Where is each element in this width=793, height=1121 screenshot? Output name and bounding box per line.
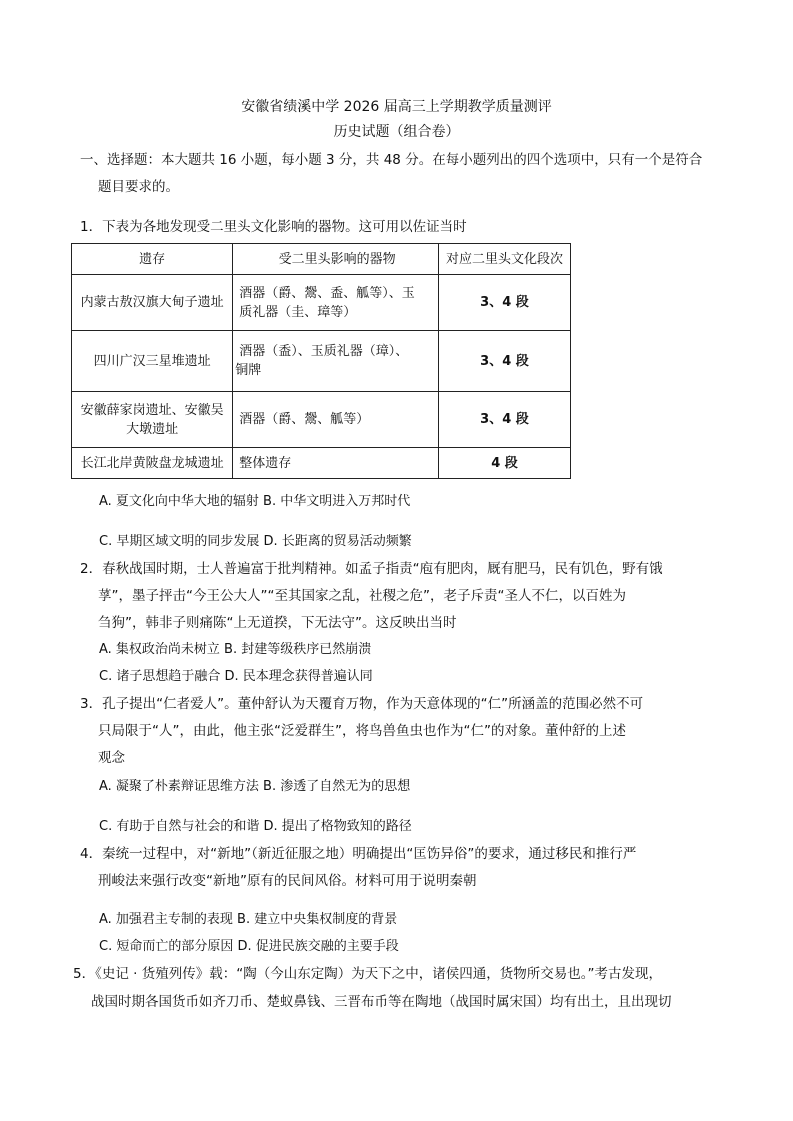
q2-stem-line2: 莩”，墨子抨击“今王公大人”“至其国家之乱，社稷之危”，老子斥责“圣人不仁，以百姓为 <box>98 588 626 604</box>
table-cell-items-line: 质礼器（圭、璋等） <box>239 304 357 320</box>
q1-options-ab: A. 夏文化向中华大地的辐射 B. 中华文明进入万邦时代 <box>99 494 411 509</box>
exam-title: 安徽省绩溪中学 2026 届高三上学期教学质量测评 <box>241 99 552 115</box>
table-cell-site: 长江北岸黄陂盘龙城遗址 <box>72 448 233 479</box>
table-row <box>72 448 571 479</box>
table-cell-stage: 3、4 段 <box>438 275 570 331</box>
table-cell-site-line: 大墩遗址 <box>126 421 179 437</box>
q1-stem: 1．下表为各地发现受二里头文化影响的器物。这可用以佐证当时 <box>80 219 467 235</box>
table-cell-items-line: 酒器（爵、鬶、盉、觚等）、玉 <box>239 285 415 301</box>
table-header-cell: 受二里头影响的器物 <box>233 244 439 275</box>
table-cell-items: 酒器（爵、鬶、觚等） <box>233 392 439 448</box>
q2-options-cd: C. 诸子思想趋于融合 D. 民本理念获得普遍认同 <box>99 669 373 684</box>
q2-options-ab: A. 集权政治尚未树立 B. 封建等级秩序已然崩溃 <box>99 642 372 657</box>
table-cell-items <box>233 275 439 331</box>
q5-stem-line2: 战国时期各国货币如齐刀币、楚蚁鼻钱、三晋布币等在陶地（战国时属宋国）均有出土，且出现切 <box>91 994 672 1010</box>
table-cell-site: 内蒙古敖汉旗大甸子遗址 <box>72 275 233 331</box>
table-header-row <box>72 244 571 275</box>
section-instructions-line1: 一、选择题：本大题共 16 小题，每小题 3 分，共 48 分。在每小题列出的四个选项中，只有一个是符合 <box>80 152 703 168</box>
q2-stem-line1: 2．春秋战国时期，士人普遍富于批判精神。如孟子指责“庖有肥肉，厩有肥马，民有饥色，野有饿 <box>80 561 663 577</box>
q3-options-ab: A. 凝聚了朴素辩证思维方法 B. 渗透了自然无为的思想 <box>99 779 411 794</box>
table-cell-stage: 4 段 <box>438 448 570 479</box>
section-instructions-line2: 题目要求的。 <box>98 179 179 195</box>
table-row <box>72 392 571 448</box>
q3-stem-line1: 3．孔子提出“仁者爱人”。董仲舒认为天覆育万物，作为天意体现的“仁”所涵盖的范围必然不可 <box>80 696 644 712</box>
table-cell-items <box>233 331 439 392</box>
q4-options-ab: A. 加强君主专制的表现 B. 建立中央集权制度的背景 <box>99 912 398 927</box>
table-cell-items: 整体遗存 <box>233 448 439 479</box>
table-header-cell: 对应二里头文化段次 <box>438 244 570 275</box>
q3-stem-line3: 观念 <box>98 750 125 766</box>
table-cell-site-line: 安徽薛家岗遗址、安徽吴 <box>80 402 224 418</box>
table-row <box>72 331 571 392</box>
table-cell-stage: 3、4 段 <box>438 392 570 448</box>
q4-stem-line1: 4．秦统一过程中，对“新地”（新近征服之地）明确提出“匡饬异俗”的要求，通过移民和推行严 <box>80 846 637 862</box>
table-header-cell: 遗存 <box>72 244 233 275</box>
table-cell-items-line: 铜牌 <box>235 363 262 378</box>
q5-stem-line1: 5．《史记 · 货殖列传》载：“陶（今山东定陶）为天下之中，诸侯四通，货物所交易也。”考古发现， <box>73 966 662 982</box>
table-cell-site <box>72 392 233 448</box>
q4-stem-line2: 刑峻法来强行改变“新地”原有的民间风俗。材料可用于说明秦朝 <box>98 873 477 889</box>
table-row <box>72 275 571 331</box>
q1-relic-table <box>71 243 571 479</box>
table-cell-stage: 3、4 段 <box>438 331 570 392</box>
table-cell-site: 四川广汉三星堆遗址 <box>72 331 233 392</box>
exam-subtitle: 历史试题（组合卷） <box>333 124 460 140</box>
q4-options-cd: C. 短命而亡的部分原因 D. 促进民族交融的主要手段 <box>99 939 399 954</box>
q2-stem-line3: 刍狗”，韩非子则痛陈“上无道揆，下无法守”。这反映出当时 <box>98 615 457 631</box>
table-cell-items-line: 酒器（盉）、玉质礼器（璋）、 <box>239 344 409 359</box>
q3-options-cd: C. 有助于自然与社会的和谐 D. 提出了格物致知的路径 <box>99 819 412 834</box>
q1-options-cd: C. 早期区域文明的同步发展 D. 长距离的贸易活动频繁 <box>99 534 412 549</box>
q3-stem-line2: 只局限于“人”，由此，他主张“泛爱群生”，将鸟兽鱼虫也作为“仁”的对象。董仲舒的上述 <box>98 723 626 739</box>
